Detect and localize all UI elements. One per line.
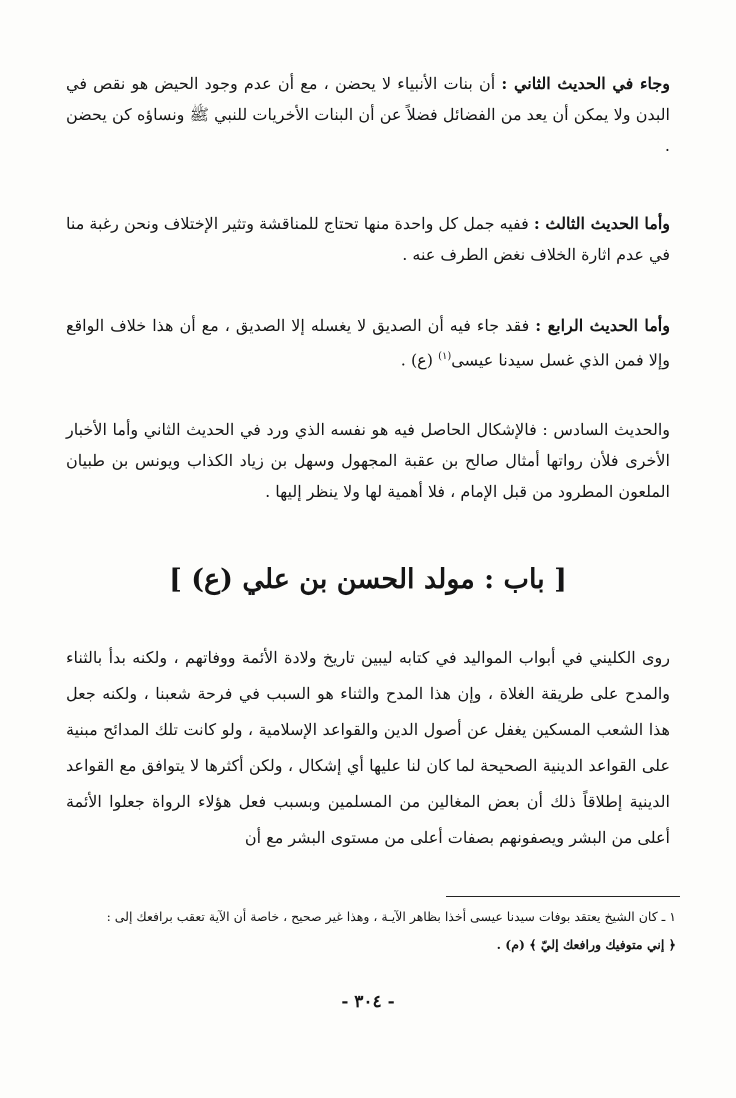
footnote-number: ١ (669, 909, 676, 924)
paragraph-hadith-4 (66, 310, 670, 375)
paragraph-lead: وأما الحديث الرابع : (535, 316, 670, 335)
footnote (60, 903, 676, 959)
paragraph-body: روى الكليني في أبواب المواليد في كتابه ليبين تاريخ ولادة الأئمة ووفاتهم ، ولكنه بدأ بالثناء والمدح على طريقة الغلاة ، وإن هذا المدح والثناء هو السبب في فرحة شعبنا ، ولكنه جعل هذا الشعب المسكين يغفل عن أصول الدين والقواعد الإسلامية ، ولو كانت تلك المدائح مبنية على القواعد الدينية الصحيحة لما كان لنا عليها أي إشكال ، ولكن أكثرها لا يتوافق مع القواعد الدينية إطلاقاً ذلك أن بعض المغالين من المسلمين وبسبب فعل هؤلاء الرواة جعلوا الأئمة أعلى من البشر ويصفونهم بصفات أعلى من مستوى البشر مع أن (66, 648, 670, 847)
paragraph-text: أن بنات الأنبياء لا يحضن ، مع أن عدم وجود الحيض هو نقص في البدن ولا يمكن أن يعد من الفضائل فضلاً عن أن البنات الأخريات للنبي ﷺ ونساؤه كن يحضن . (66, 74, 670, 155)
paragraph-hadith-3 (66, 208, 670, 270)
paragraph-hadith-6 (66, 414, 670, 507)
paragraph-lead: وجاء في الحديث الثاني : (501, 74, 670, 93)
footnote-reference: (١) (438, 351, 452, 362)
paragraph-hadith-2 (66, 68, 670, 161)
footnote-verse: ﴿ إني متوفيك ورافعك إليّ ﴾ (م) . (496, 937, 676, 952)
paragraph-text: ففيه جمل كل واحدة منها تحتاج للمناقشة وتثير الإختلاف ونحن رغبة منا في عدم اثارة الخلاف نغض الطرف عنه . (66, 214, 670, 264)
paragraph-text: فقد جاء فيه أن الصديق لا يغسله إلا الصديق ، مع أن هذا خلاف الواقع وإلا فمن الذي غسل سيدنا عيسى (66, 316, 670, 370)
footnote-line-1 (60, 903, 676, 931)
paragraph-text: والحديث السادس : فالإشكال الحاصل فيه هو نفسه الذي ورد في الحديث الثاني وأما الأخبار الأخرى فلأن رواتها أمثال صالح بن عقبة المجهول وسهل بن زياد الكذاب ويونس بن طبيان الملعون المطرود من قبل الإمام ، فلا أهمية لها ولا ينظر إليها . (66, 420, 671, 501)
footnote-divider (446, 896, 680, 897)
page-number: - ٣٠٤ - (341, 992, 395, 1012)
paragraph-lead: وأما الحديث الثالث : (533, 214, 670, 233)
paragraph-tail: (ع) . (400, 350, 439, 370)
section-title: [ باب : مولد الحسن بن علي (ع) ] (169, 564, 567, 595)
footnote-text: ـ كان الشيخ يعتقد بوفات سيدنا عيسى أخذا بظاهر الآيـة ، وهذا غير صحيح ، خاصة أن الآية تعقب برافعك إلى : (106, 909, 666, 924)
